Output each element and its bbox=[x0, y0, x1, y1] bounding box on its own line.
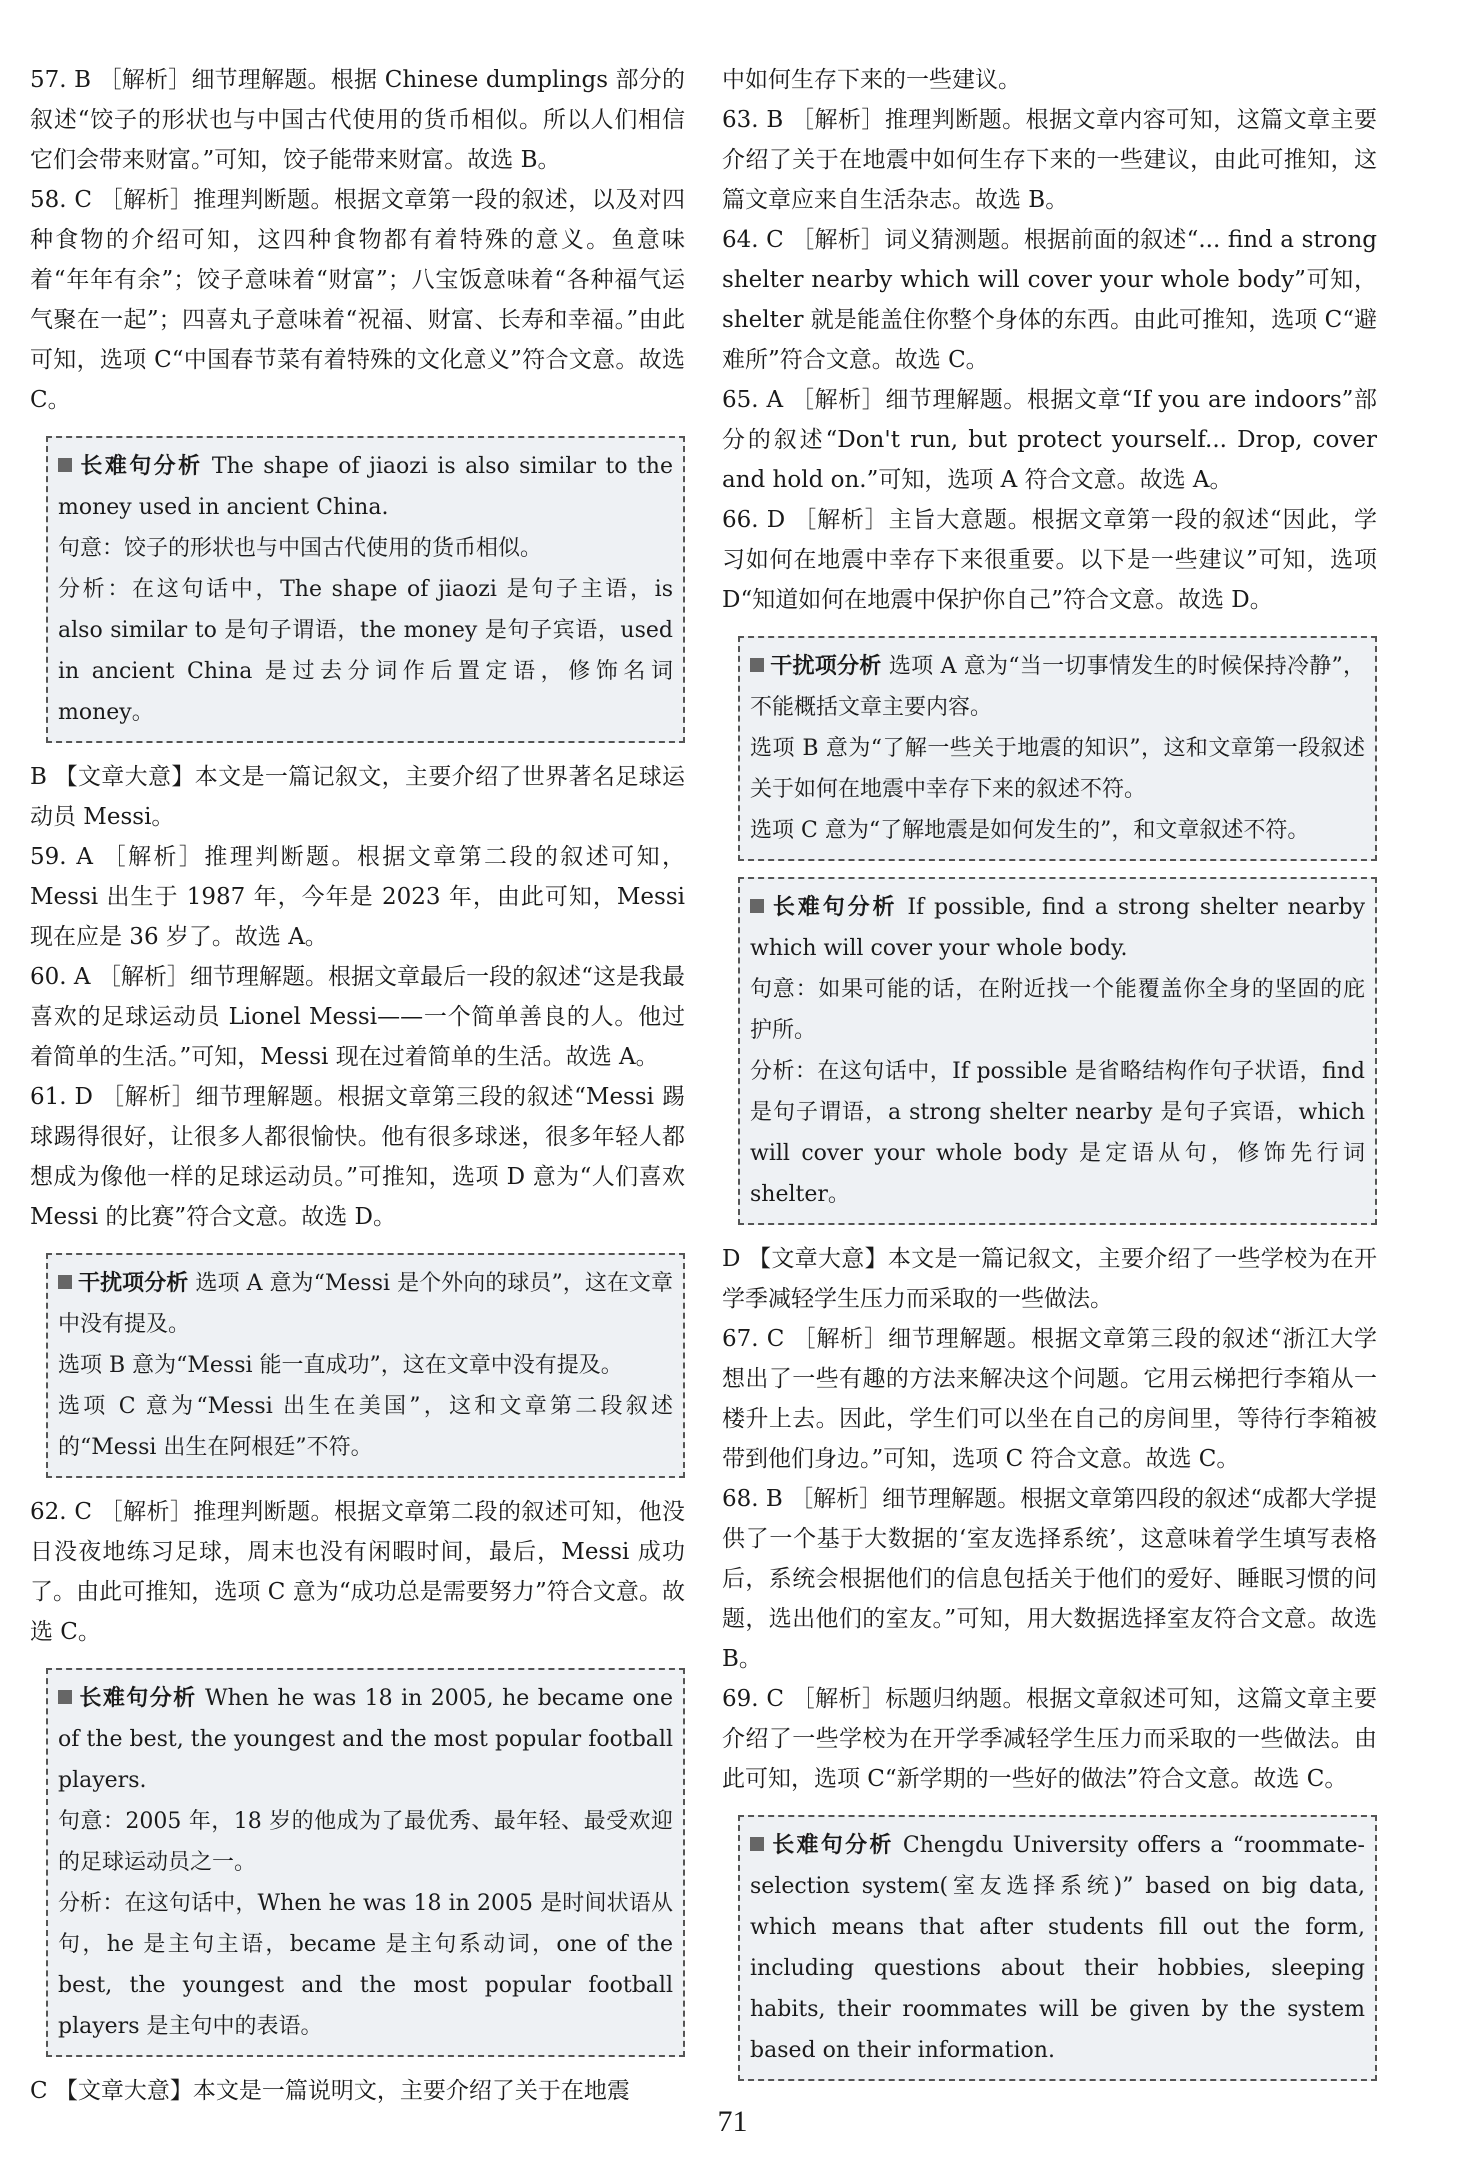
analysis-box bbox=[46, 1253, 685, 1478]
analysis-line bbox=[58, 1386, 673, 1468]
answer-paragraph: 67. C ［解析］细节理解题。根据文章第三段的叙述“浙江大学想出了一些有趣的方法来解决这个问题。它用云梯把行李箱从一楼升上去。因此，学生们可以坐在自己的房间里，等待行李箱被带到他们身边。”可知，选项 C 符合文意。故选 C。 bbox=[722, 1326, 1377, 1472]
square-bullet-icon bbox=[58, 458, 72, 472]
analysis-text: 句意：2005 年，18 岁的他成为了最优秀、最年轻、最受欢迎的足球运动员之一。 bbox=[58, 1809, 673, 1875]
analysis-text: When he was 18 in 2005, he became one of the best, the youngest and the most popular football players. bbox=[58, 1686, 673, 1793]
analysis-line bbox=[750, 887, 1365, 969]
analysis-text: 选项 C 意为“了解地震是如何发生的”，和文章叙述不符。 bbox=[750, 818, 1310, 843]
analysis-text: 分析：在这句话中，If possible 是省略结构作句子状语，find 是句子谓语，a strong shelter nearby 是句子宾语，which will cover your whole body 是定语从句，修饰先行词 shelter。 bbox=[750, 1059, 1365, 1207]
analysis-line bbox=[58, 1678, 673, 1801]
analysis-text: 选项 A 意为“当一切事情发生的时候保持冷静”，不能概括文章主要内容。 bbox=[750, 654, 1365, 720]
analysis-box bbox=[738, 877, 1377, 1225]
analysis-line bbox=[58, 1345, 673, 1386]
answer-paragraph: 68. B ［解析］细节理解题。根据文章第四段的叙述“成都大学提供了一个基于大数据的‘室友选择系统’，这意味着学生填写表格后，系统会根据他们的信息包括关于他们的爱好、睡眠习惯的问题，选出他们的室友。”可知，用大数据选择室友符合文意。故选 B。 bbox=[722, 1486, 1377, 1672]
analysis-line bbox=[750, 728, 1365, 810]
analysis-text: 句意：饺子的形状也与中国古代使用的货币相似。 bbox=[58, 536, 543, 561]
square-bullet-icon bbox=[750, 658, 764, 672]
analysis-heading: 长难句分析 bbox=[78, 1686, 197, 1711]
answer-paragraph: 60. A ［解析］细节理解题。根据文章最后一段的叙述“这是我最喜欢的足球运动员 Lionel Messi——一个简单善良的人。他过着简单的生活。”可知，Messi 现在过着简单的生活。故选 A。 bbox=[30, 964, 685, 1070]
analysis-line bbox=[750, 646, 1365, 728]
answer-paragraph: 62. C ［解析］推理判断题。根据文章第二段的叙述可知，他没日没夜地练习足球，周末也没有闲暇时间，最后，Messi 成功了。由此可推知，选项 C 意为“成功总是需要努力”符合文意。故选 C。 bbox=[30, 1499, 685, 1645]
page-number: 71 bbox=[717, 2105, 748, 2138]
answer-paragraph: B 【文章大意】本文是一篇记叙文，主要介绍了世界著名足球运动员 Messi。 bbox=[30, 764, 685, 830]
analysis-line bbox=[58, 1801, 673, 1883]
analysis-text: If possible, find a strong shelter nearby which will cover your whole body. bbox=[750, 895, 1365, 961]
square-bullet-icon bbox=[58, 1275, 72, 1289]
analysis-text: 分析：在这句话中，The shape of jiaozi 是句子主语，is also similar to 是句子谓语，the money 是句子宾语，used in ancient China 是过去分词作后置定语，修饰名词 money。 bbox=[58, 577, 673, 725]
answer-paragraph: 63. B ［解析］推理判断题。根据文章内容可知，这篇文章主要介绍了关于在地震中如何生存下来的一些建议，由此可推知，这篇文章应来自生活杂志。故选 B。 bbox=[722, 107, 1377, 213]
analysis-line bbox=[750, 1825, 1365, 2071]
analysis-box bbox=[46, 1668, 685, 2057]
answer-paragraph: C 【文章大意】本文是一篇说明文，主要介绍了关于在地震 bbox=[30, 2078, 630, 2104]
analysis-line bbox=[58, 1263, 673, 1345]
analysis-text: Chengdu University offers a “roommate-selection system(室友选择系统)” based on big data, which means that after students fill out the form, including questions about their hobbies, sleeping habits, their roommates will be given by the system based on their information. bbox=[750, 1833, 1365, 2063]
answer-paragraph: 69. C ［解析］标题归纳题。根据文章叙述可知，这篇文章主要介绍了一些学校为在开学季减轻学生压力而采取的一些做法。由此可知，选项 C“新学期的一些好的做法”符合文意。故选 C。 bbox=[722, 1686, 1377, 1792]
answer-paragraph: 64. C ［解析］词义猜测题。根据前面的叙述“... find a strong shelter nearby which will cover your whole body”可知，shelter 就是能盖住你整个身体的东西。由此可推知，选项 C“避难所”符合文意。故选 C。 bbox=[722, 227, 1377, 373]
analysis-text: 句意：如果可能的话，在附近找一个能覆盖你全身的坚固的庇护所。 bbox=[750, 977, 1365, 1043]
answer-paragraph: 57. B ［解析］细节理解题。根据 Chinese dumplings 部分的叙述“饺子的形状也与中国古代使用的货币相似。所以人们相信它们会带来财富。”可知，饺子能带来财富。故选 B。 bbox=[30, 67, 685, 173]
answer-paragraph: 中如何生存下来的一些建议。 bbox=[722, 67, 1021, 93]
analysis-heading: 长难句分析 bbox=[78, 454, 203, 479]
answer-paragraph: 66. D ［解析］主旨大意题。根据文章第一段的叙述“因此，学习如何在地震中幸存下来很重要。以下是一些建议”可知，选项 D“知道如何在地震中保护你自己”符合文意。故选 D。 bbox=[722, 507, 1377, 613]
answer-paragraph: 61. D ［解析］细节理解题。根据文章第三段的叙述“Messi 踢球踢得很好，让很多人都很愉快。他有很多球迷，很多年轻人都想成为像他一样的足球运动员。”可推知，选项 D 意为“人们喜欢 Messi 的比赛”符合文意。故选 D。 bbox=[30, 1084, 685, 1230]
analysis-line bbox=[58, 446, 673, 528]
square-bullet-icon bbox=[750, 899, 764, 913]
analysis-heading: 干扰项分析 bbox=[78, 1271, 189, 1296]
analysis-text: 选项 A 意为“Messi 是个外向的球员”，这在文章中没有提及。 bbox=[58, 1271, 673, 1337]
analysis-line bbox=[750, 969, 1365, 1051]
analysis-line bbox=[58, 528, 673, 569]
answer-paragraph: 59. A ［解析］推理判断题。根据文章第二段的叙述可知，Messi 出生于 1987 年，今年是 2023 年，由此可知，Messi 现在应是 36 岁了。故选 A。 bbox=[30, 844, 685, 950]
analysis-text: 选项 B 意为“了解一些关于地震的知识”，这和文章第一段叙述关于如何在地震中幸存下来的叙述不符。 bbox=[750, 736, 1365, 802]
answer-paragraph: 58. C ［解析］推理判断题。根据文章第一段的叙述，以及对四种食物的介绍可知，这四种食物都有着特殊的意义。鱼意味着“年年有余”；饺子意味着“财富”；八宝饭意味着“各种福气运气聚在一起”；四喜丸子意味着“祝福、财富、长寿和幸福。”由此可知，选项 C“中国春节菜有着特殊的文化意义”符合文意。故选 C。 bbox=[30, 187, 685, 413]
analysis-line bbox=[750, 810, 1365, 851]
analysis-line bbox=[58, 1883, 673, 2047]
square-bullet-icon bbox=[750, 1837, 764, 1851]
square-bullet-icon bbox=[58, 1690, 72, 1704]
analysis-text: 选项 C 意为“Messi 出生在美国”，这和文章第二段叙述的“Messi 出生在阿根廷”不符。 bbox=[58, 1394, 673, 1460]
analysis-text: 选项 B 意为“Messi 能一直成功”，这在文章中没有提及。 bbox=[58, 1353, 623, 1378]
analysis-text: 分析：在这句话中，When he was 18 in 2005 是时间状语从句，he 是主句主语，became 是主句系动词，one of the best, the youngest and the most popular football players 是主句中的表语。 bbox=[58, 1891, 673, 2039]
analysis-heading: 长难句分析 bbox=[770, 1833, 894, 1858]
analysis-box bbox=[46, 436, 685, 743]
analysis-box bbox=[738, 1815, 1377, 2081]
analysis-heading: 干扰项分析 bbox=[770, 654, 882, 679]
analysis-heading: 长难句分析 bbox=[770, 895, 898, 920]
analysis-box bbox=[738, 636, 1377, 861]
left-column bbox=[30, 60, 685, 2111]
answer-paragraph: 65. A ［解析］细节理解题。根据文章“If you are indoors”部分的叙述“Don't run, but protect yourself... Drop, cover and hold on.”可知，选项 A 符合文意。故选 A。 bbox=[722, 387, 1377, 493]
answer-paragraph: D 【文章大意】本文是一篇记叙文，主要介绍了一些学校为在开学季减轻学生压力而采取的一些做法。 bbox=[722, 1246, 1377, 1312]
analysis-line bbox=[58, 569, 673, 733]
analysis-text: The shape of jiaozi is also similar to the money used in ancient China. bbox=[58, 454, 673, 520]
analysis-line bbox=[750, 1051, 1365, 1215]
right-column bbox=[722, 60, 1377, 2095]
